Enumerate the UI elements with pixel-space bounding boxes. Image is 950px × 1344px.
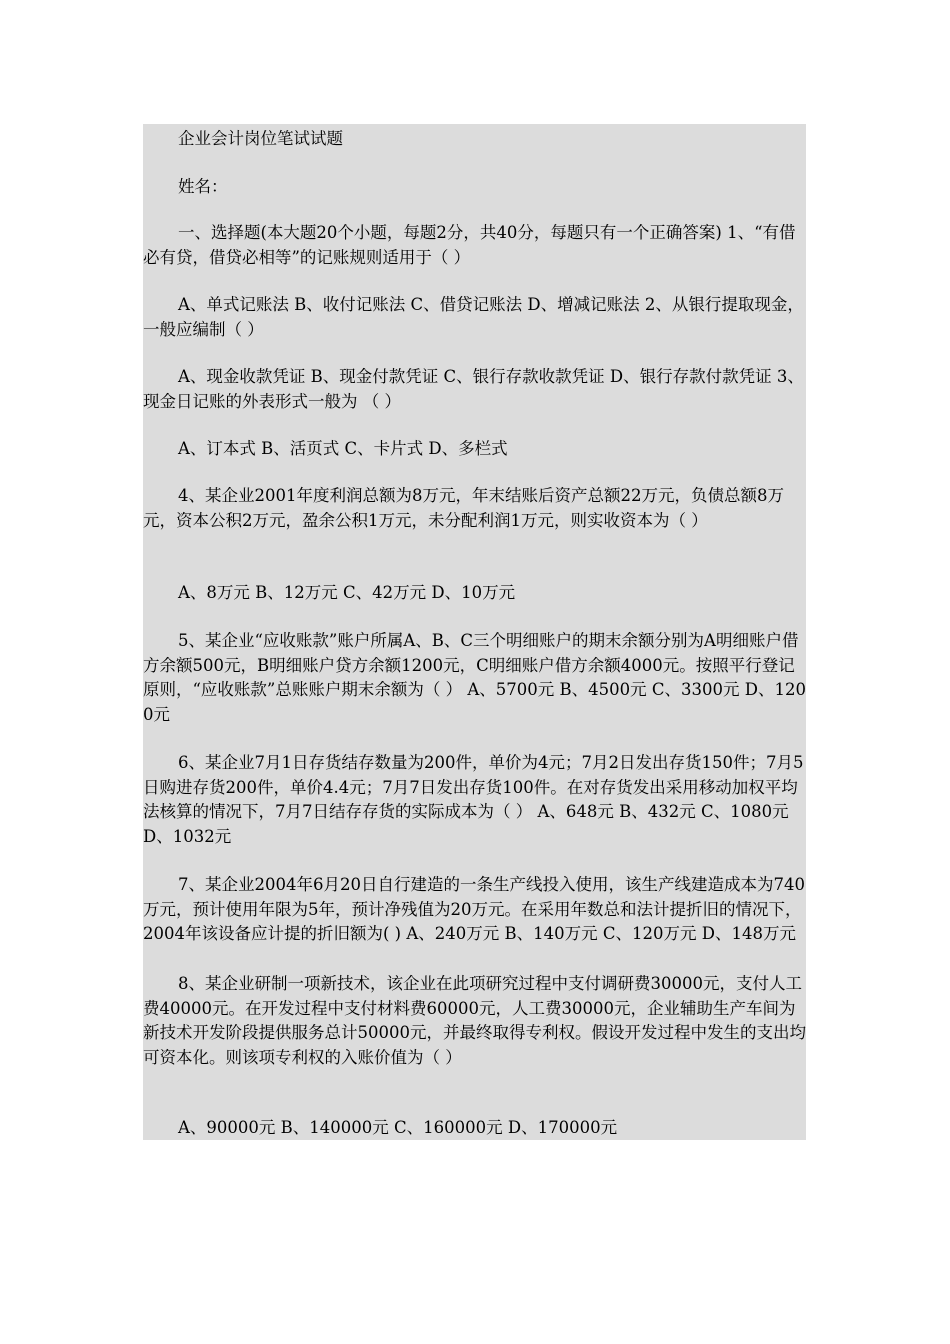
question-6-paragraph: 6、某企业7月1日存货结存数量为200件，单价为4元；7月2日发出存货150件；7月5日购进存货200件，单价4.4元；7月7日发出存货100件。在对存货发出采用移动加权平均法核算的情况下，7月7日结存存货的实际成本为（ ） A、648元 B、432元 C、1080元 D、1032元 [143,753,804,846]
question-5-paragraph: 5、某企业“应收账款”账户所属A、B、C三个明细账户的期末余额分别为A明细账户借方余额500元，B明细账户贷方余额1200元，C明细账户借方余额4000元。按照平行登记原则，“应收账款”总账账户期末余额为（ ） A、5700元 B、4500元 C、3300元 D、1200元 [143,631,806,724]
question-8-options: A、90000元 B、140000元 C、160000元 D、170000元 [178,1118,618,1137]
question-2-paragraph: A、单式记账法 B、收付记账法 C、借贷记账法 D、增减记账法 2、从银行提取现金，一般应编制（ ） [143,295,804,339]
document-text-block [143,124,806,1140]
name-field-label: 姓名： [178,177,228,196]
question-7-paragraph: 7、某企业2004年6月20日自行建造的一条生产线投入使用，该生产线建造成本为740万元，预计使用年限为5年，预计净残值为20万元。在采用年数总和法计提折旧的情况下，2004年该设备应计提的折旧额为( ) A、240万元 B、140万元 C、120万元 D、148万元 [143,875,805,943]
question-3-paragraph: A、现金收款凭证 B、现金付款凭证 C、银行存款收款凭证 D、银行存款付款凭证 3、现金日记账的外表形式一般为 （ ） [143,367,804,411]
question-4-options: A、8万元 B、12万元 C、42万元 D、10万元 [178,583,516,602]
question-3-options: A、订本式 B、活页式 C、卡片式 D、多栏式 [178,439,508,458]
section-heading-question-1: 一、选择题(本大题20个小题，每题2分，共40分，每题只有一个正确答案) 1、“有借必有贷，借贷必相等”的记账规则适用于（ ） [143,223,796,267]
question-8-paragraph: 8、某企业研制一项新技术，该企业在此项研究过程中支付调研费30000元，支付人工费40000元。在开发过程中支付材料费60000元，人工费30000元，企业辅助生产车间为新技术开发阶段提供服务总计50000元，并最终取得专利权。假设开发过程中发生的支出均可资本化。则该项专利权的入账价值为（ ） [143,974,806,1067]
document-title: 企业会计岗位笔试试题 [178,129,343,148]
question-4-paragraph: 4、某企业2001年度利润总额为8万元，年末结账后资产总额22万元，负债总额8万元，资本公积2万元，盈余公积1万元，未分配利润1万元，则实收资本为（ ） [143,486,784,530]
